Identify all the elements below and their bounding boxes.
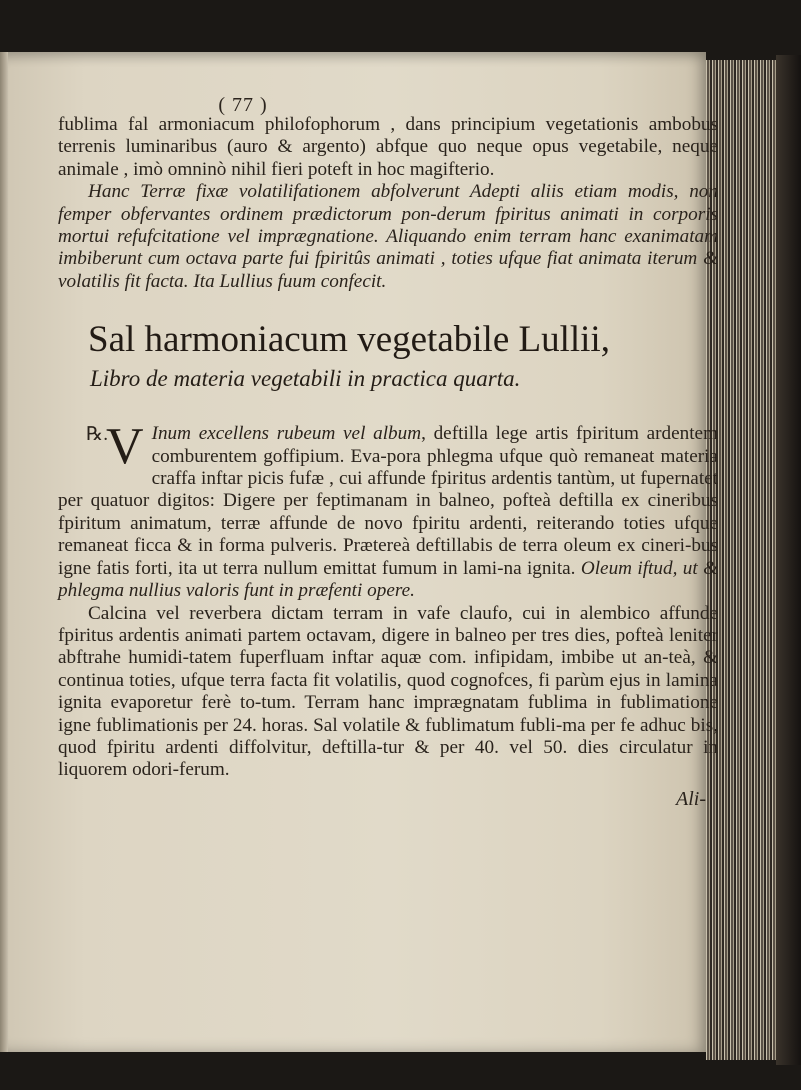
section-subtitle: Libro de materia vegetabili in practica quarta. (90, 366, 521, 392)
section-title: Sal harmoniacum vegetabile Lullii, (88, 319, 610, 361)
page-number: ( 77 ) (218, 94, 268, 116)
recipe-italic-end: Oleum iftud, ut & phlegma nullius valoris funt in præfenti opere. (58, 557, 718, 602)
paragraph-hanc: Hanc Terræ fixæ volatilifationem abfolverunt Adepti aliis etiam modis, non femper obfervantes ordinem prædictorum pon-derum fpiritus animati in corporis mortui refufcitatione vel imprægnatione. Aliquando enim terram hanc exanimatam imbiberunt cum octava parte fui fpiritûs animati , toties ufque fiat animata iterum & volatilis fit facta. Ita Lullius fuum confecit. (58, 181, 718, 292)
paragraph-intro: fublima fal armoniacum philofophorum , dans principium vegetationis ambobus terrenis luminaribus (auro & argento) abfque quo neque opus vegetabile, neque animale , imò omninò nihil fieri poteft in hoc magifterio. (58, 114, 718, 180)
catchword: Ali- (676, 787, 706, 810)
page-text (58, 94, 718, 810)
recipe-symbol: ℞. (86, 424, 108, 446)
binding-shadow (776, 55, 801, 1065)
page-edge (0, 52, 8, 1052)
recipe-text: , deftilla lege artis fpiritum ardentem comburentem goffipium. Eva-pora phlegma ufque quò remaneat materia craffa inftar picis fufæ , cui affunde fpiritus ardentis tantùm, ut fupernatet per quatuor digitos: Digere per feptimanam in balneo, pofteà deftilla ex cineribus fpiritum animatum, terræ affunde de novo fpiritu ardenti, reiterando toties ufque remaneat ficca & in forma pulveris. Prætereà deftillabis de terra oleum ex cineri-bus igne fatis forti, ita ut terra nullum emittat fumum in lami-na ignita. (58, 423, 718, 579)
drop-cap: V (106, 418, 144, 476)
paragraph-recipe (58, 418, 718, 602)
paragraph-calcina: Calcina vel reverbera dictam terram in vafe claufo, cui in alembico affunde fpiritus ardentis animati partem octavam, digere in balneo per tres dies, pofteà leniter abftrahe humidi-tatem fuperfluam inftar aquæ com. infipidam, imbibe ut an-teà, & continua toties, ufque terra facta fit volatilis, quod cognofces, fi parùm ejus in lamina ignita evaporetur ferè to-tum. Terram hanc imprægnatam fublima in fublimatione igne fublimationis per 24. horas. Sal volatile & fublimatum fubli-ma per fe adhuc bis, quod fpiritu ardenti diffolvitur, deftilla-tur & per 40. vel 50. dies circulatur in liquorem odori-ferum. (58, 602, 718, 781)
recipe-first-italic: Inum excellens rubeum vel album (151, 423, 422, 445)
